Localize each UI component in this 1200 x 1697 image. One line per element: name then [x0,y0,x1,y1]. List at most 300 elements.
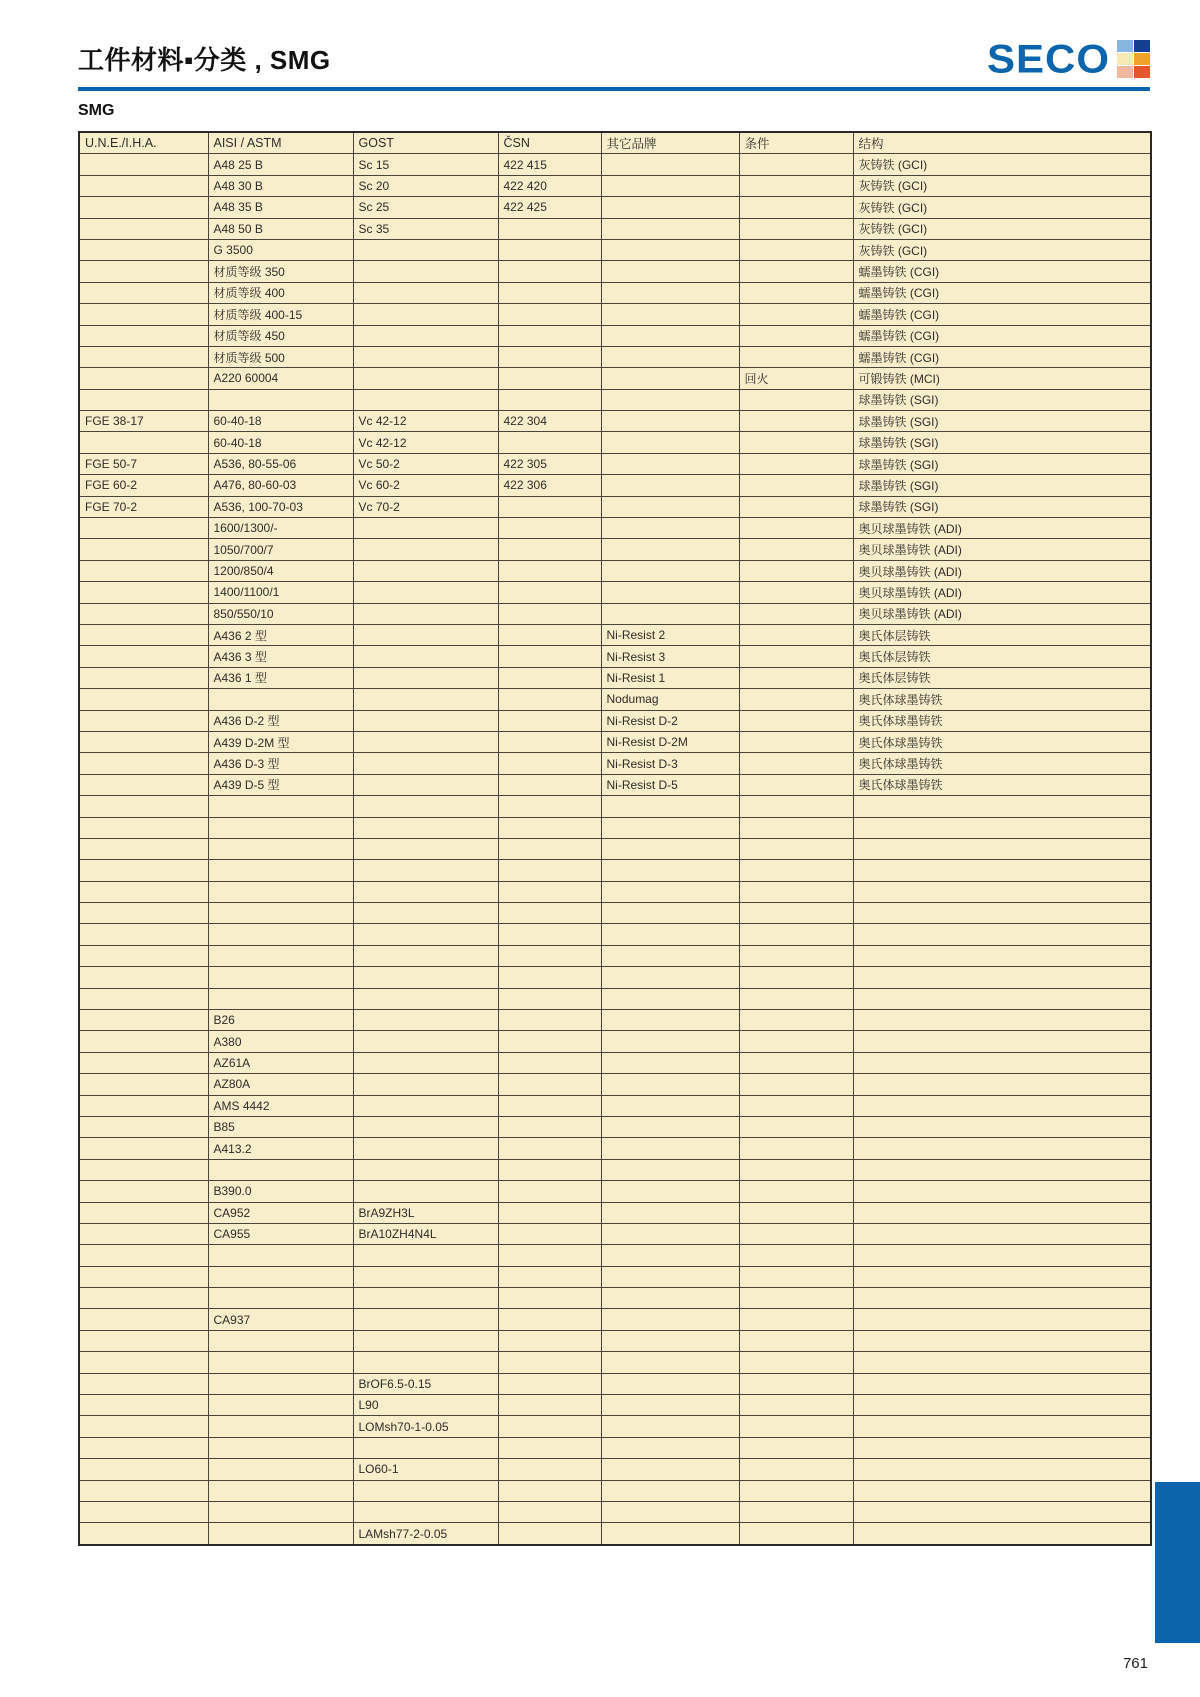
table-row [79,1074,1151,1095]
table-row [79,1309,1151,1330]
smg-material-table [78,131,1152,1546]
table-cell [353,1266,498,1287]
table-cell [601,796,739,817]
table-cell [208,945,353,966]
table-cell: 60-40-18 [208,411,353,432]
table-cell: 422 306 [498,475,601,496]
table-cell [853,1288,1151,1309]
table-cell: FGE 50-7 [79,453,208,474]
table-cell [853,945,1151,966]
table-cell [739,1502,853,1523]
table-row [79,1052,1151,1073]
table-row [79,796,1151,817]
table-cell [853,1159,1151,1180]
table-cell: Ni-Resist D-3 [601,753,739,774]
table-cell [498,261,601,282]
table-cell [739,945,853,966]
table-cell [739,796,853,817]
table-cell [353,689,498,710]
table-cell: 422 420 [498,175,601,196]
table-cell [739,838,853,859]
table-cell [853,1181,1151,1202]
table-row [79,1181,1151,1202]
table-row [79,346,1151,367]
seco-logo [900,38,1150,80]
table-cell [79,175,208,196]
table-row [79,1373,1151,1394]
table-cell [601,603,739,624]
table-cell [353,967,498,988]
table-cell: A436 3 型 [208,646,353,667]
table-cell [79,1052,208,1073]
table-cell [79,903,208,924]
table-cell [353,945,498,966]
table-cell [601,1245,739,1266]
mosaic-square [1117,66,1133,78]
table-cell: 奥氏体层铸铁 [853,646,1151,667]
table-cell [208,689,353,710]
table-cell: A436 D-3 型 [208,753,353,774]
table-cell [601,988,739,1009]
table-cell [79,731,208,752]
table-cell: 1400/1100/1 [208,582,353,603]
table-row [79,518,1151,539]
table-cell: 60-40-18 [208,432,353,453]
table-cell [853,1202,1151,1223]
table-cell: Ni-Resist 2 [601,624,739,645]
table-row [79,838,1151,859]
table-row [79,1245,1151,1266]
table-cell [601,1352,739,1373]
table-cell: A536, 100-70-03 [208,496,353,517]
table-cell [353,261,498,282]
table-cell [498,860,601,881]
table-cell [601,175,739,196]
table-cell: Vc 42-12 [353,432,498,453]
table-cell [739,1010,853,1031]
table-cell [353,753,498,774]
table-cell [498,1223,601,1244]
table-cell [853,1052,1151,1073]
table-cell [498,389,601,410]
table-cell [79,838,208,859]
table-cell: 蠕墨铸铁 (CGI) [853,325,1151,346]
table-cell [853,1502,1151,1523]
table-cell [498,796,601,817]
table-cell [498,1523,601,1545]
table-cell [79,1138,208,1159]
table-cell: A439 D-2M 型 [208,731,353,752]
table-cell [601,881,739,902]
table-cell [601,817,739,838]
table-cell [498,1437,601,1458]
table-cell [79,603,208,624]
table-cell [79,1159,208,1180]
table-cell [601,1095,739,1116]
table-cell [353,710,498,731]
table-cell [498,753,601,774]
table-cell [601,346,739,367]
table-cell [498,838,601,859]
table-cell [853,796,1151,817]
table-cell [79,1523,208,1545]
seco-wordmark: SECO [986,36,1110,81]
table-cell [498,518,601,539]
table-cell [353,796,498,817]
table-cell [601,518,739,539]
table-cell: Vc 42-12 [353,411,498,432]
table-row [79,411,1151,432]
header-cell-structure: 结构 [853,132,1151,154]
table-cell [498,710,601,731]
table-cell: A436 1 型 [208,667,353,688]
table-row [79,282,1151,303]
table-cell [79,1373,208,1394]
table-cell [79,1330,208,1351]
table-cell [601,304,739,325]
table-cell: 材质等级 500 [208,346,353,367]
table-cell [353,1181,498,1202]
table-cell [79,239,208,260]
table-cell [739,175,853,196]
section-index-tab[interactable] [1155,1482,1200,1643]
table-cell [208,924,353,945]
table-row [79,325,1151,346]
table-cell [498,1480,601,1501]
table-cell [601,1074,739,1095]
table-cell: BrOF6.5-0.15 [353,1373,498,1394]
table-row [79,967,1151,988]
table-cell [739,1459,853,1480]
table-cell [739,261,853,282]
table-cell [739,582,853,603]
header-cell-aisi-astm: AISI / ASTM [208,132,353,154]
table-row [79,817,1151,838]
table-row [79,218,1151,239]
table-cell: 灰铸铁 (GCI) [853,175,1151,196]
table-cell [739,603,853,624]
table-cell [353,774,498,795]
table-cell [353,646,498,667]
table-cell [601,1309,739,1330]
table-cell: AZ61A [208,1052,353,1073]
table-cell: Ni-Resist D-2 [601,710,739,731]
table-cell [739,1330,853,1351]
table-cell [601,1031,739,1052]
table-cell [79,796,208,817]
table-cell [208,838,353,859]
table-cell [601,325,739,346]
table-cell: 422 425 [498,197,601,218]
table-cell [498,689,601,710]
table-cell [739,817,853,838]
table-cell [739,1223,853,1244]
table-cell: 球墨铸铁 (SGI) [853,496,1151,517]
mosaic-square [1134,66,1150,78]
table-cell: 奥氏体球墨铸铁 [853,774,1151,795]
table-cell: Ni-Resist 1 [601,667,739,688]
table-cell [739,411,853,432]
table-cell [498,881,601,902]
table-cell [853,838,1151,859]
table-cell [498,646,601,667]
table-row [79,475,1151,496]
table-cell [498,1116,601,1137]
table-row [79,389,1151,410]
table-cell [498,1352,601,1373]
table-cell: B390.0 [208,1181,353,1202]
table-row [79,1010,1151,1031]
table-cell [739,1159,853,1180]
table-row [79,1352,1151,1373]
table-cell: Vc 70-2 [353,496,498,517]
table-cell [79,881,208,902]
table-row [79,1437,1151,1458]
table-cell [498,667,601,688]
table-cell [498,1309,601,1330]
table-cell [498,1502,601,1523]
table-cell [353,1138,498,1159]
table-cell [853,1074,1151,1095]
table-cell [739,774,853,795]
table-cell [353,1052,498,1073]
table-cell [353,624,498,645]
table-cell [498,582,601,603]
table-cell [601,1395,739,1416]
table-cell [79,1459,208,1480]
table-cell [498,1159,601,1180]
table-row [79,646,1151,667]
table-row [79,860,1151,881]
table-cell [601,1330,739,1351]
table-cell [353,1309,498,1330]
table-cell: 球墨铸铁 (SGI) [853,475,1151,496]
table-cell [601,368,739,389]
table-cell [601,1202,739,1223]
table-cell: 球墨铸铁 (SGI) [853,432,1151,453]
table-cell [79,1352,208,1373]
table-cell [79,988,208,1009]
table-cell [853,967,1151,988]
table-row [79,197,1151,218]
table-cell [353,817,498,838]
table-cell: A380 [208,1031,353,1052]
table-cell [739,1309,853,1330]
table-cell: FGE 60-2 [79,475,208,496]
smg-table-body [79,154,1151,1545]
table-cell [739,218,853,239]
table-cell [353,988,498,1009]
table-cell [79,539,208,560]
table-cell [601,218,739,239]
table-cell: L90 [353,1395,498,1416]
table-cell: A439 D-5 型 [208,774,353,795]
table-cell [353,389,498,410]
table-cell [353,304,498,325]
table-cell [601,1480,739,1501]
mosaic-square [1117,53,1133,65]
table-cell [601,539,739,560]
table-cell: AZ80A [208,1074,353,1095]
table-cell: 奥贝球墨铸铁 (ADI) [853,582,1151,603]
table-cell [353,603,498,624]
table-cell [79,368,208,389]
table-cell [739,860,853,881]
table-cell [739,1116,853,1137]
table-cell [353,1095,498,1116]
table-cell [79,710,208,731]
table-cell: Sc 35 [353,218,498,239]
table-cell: A536, 80-55-06 [208,453,353,474]
table-cell [601,1523,739,1545]
table-cell [601,1266,739,1287]
table-cell [208,1395,353,1416]
table-cell [208,1480,353,1501]
table-cell [601,1502,739,1523]
mosaic-square [1117,40,1133,52]
table-cell [79,560,208,581]
table-cell [739,325,853,346]
table-cell [498,304,601,325]
table-cell [353,582,498,603]
table-cell: G 3500 [208,239,353,260]
table-cell [353,1245,498,1266]
table-cell [208,860,353,881]
table-cell [739,1074,853,1095]
table-cell: B85 [208,1116,353,1137]
table-cell [353,903,498,924]
table-cell [353,239,498,260]
table-cell [208,1502,353,1523]
table-cell: 1600/1300/- [208,518,353,539]
table-cell: BrA10ZH4N4L [353,1223,498,1244]
table-cell [739,1266,853,1287]
table-cell [739,539,853,560]
table-cell [498,218,601,239]
table-cell [79,1010,208,1031]
table-cell [353,1159,498,1180]
table-cell [208,1523,353,1545]
table-cell: Sc 25 [353,197,498,218]
table-cell [79,154,208,175]
table-cell [353,368,498,389]
table-cell [739,1352,853,1373]
table-cell: LOMsh70-1-0.05 [353,1416,498,1437]
table-cell [739,1095,853,1116]
table-row [79,731,1151,752]
table-cell: A436 D-2 型 [208,710,353,731]
table-row [79,175,1151,196]
table-cell [601,1288,739,1309]
table-cell [601,924,739,945]
table-cell [79,304,208,325]
table-cell: FGE 38-17 [79,411,208,432]
table-cell [498,1266,601,1287]
table-cell: A48 35 B [208,197,353,218]
table-cell [739,1052,853,1073]
table-cell [853,1138,1151,1159]
header-cell-csn: ČSN [498,132,601,154]
table-row [79,154,1151,175]
table-cell [498,1074,601,1095]
table-cell [79,860,208,881]
table-cell [853,1437,1151,1458]
table-cell [853,881,1151,902]
table-header-row [79,132,1151,154]
table-cell [353,282,498,303]
table-cell [601,1181,739,1202]
table-cell [208,988,353,1009]
table-cell: BrA9ZH3L [353,1202,498,1223]
table-cell [208,1330,353,1351]
table-cell: 奥氏体球墨铸铁 [853,731,1151,752]
table-cell: 奥氏体层铸铁 [853,624,1151,645]
table-cell [601,389,739,410]
table-row [79,753,1151,774]
table-cell [208,903,353,924]
table-cell [498,988,601,1009]
table-cell [353,560,498,581]
table-cell [498,496,601,517]
table-row [79,1031,1151,1052]
table-cell [79,1416,208,1437]
table-cell [601,1159,739,1180]
table-cell: 奥氏体层铸铁 [853,667,1151,688]
table-cell: 球墨铸铁 (SGI) [853,453,1151,474]
table-cell [498,1330,601,1351]
table-cell [739,432,853,453]
table-cell [79,197,208,218]
table-cell [601,411,739,432]
table-cell [853,1459,1151,1480]
table-cell [739,689,853,710]
table-cell: 奥贝球墨铸铁 (ADI) [853,603,1151,624]
table-cell: A48 30 B [208,175,353,196]
table-cell [853,1095,1151,1116]
table-cell [853,817,1151,838]
table-cell [739,518,853,539]
table-cell [853,1352,1151,1373]
table-cell [853,1223,1151,1244]
table-cell [208,1437,353,1458]
table-cell [739,988,853,1009]
page-title: 工件材料▪分类 , SMG [78,45,331,75]
table-cell [79,282,208,303]
table-cell: 奥氏体球墨铸铁 [853,710,1151,731]
table-cell [79,1095,208,1116]
table-row [79,368,1151,389]
table-cell [739,1288,853,1309]
table-cell [601,1459,739,1480]
table-row [79,1480,1151,1501]
table-row [79,1138,1151,1159]
table-row [79,1395,1151,1416]
table-cell [353,924,498,945]
table-cell: A48 50 B [208,218,353,239]
table-cell [498,346,601,367]
table-cell [79,389,208,410]
table-cell [208,389,353,410]
table-cell [353,881,498,902]
table-cell [601,1010,739,1031]
table-cell: A413.2 [208,1138,353,1159]
table-cell [739,1395,853,1416]
table-row [79,624,1151,645]
mosaic-square [1134,53,1150,65]
page-number: 761 [1122,1655,1148,1672]
header-cell-gost: GOST [353,132,498,154]
table-cell [79,774,208,795]
